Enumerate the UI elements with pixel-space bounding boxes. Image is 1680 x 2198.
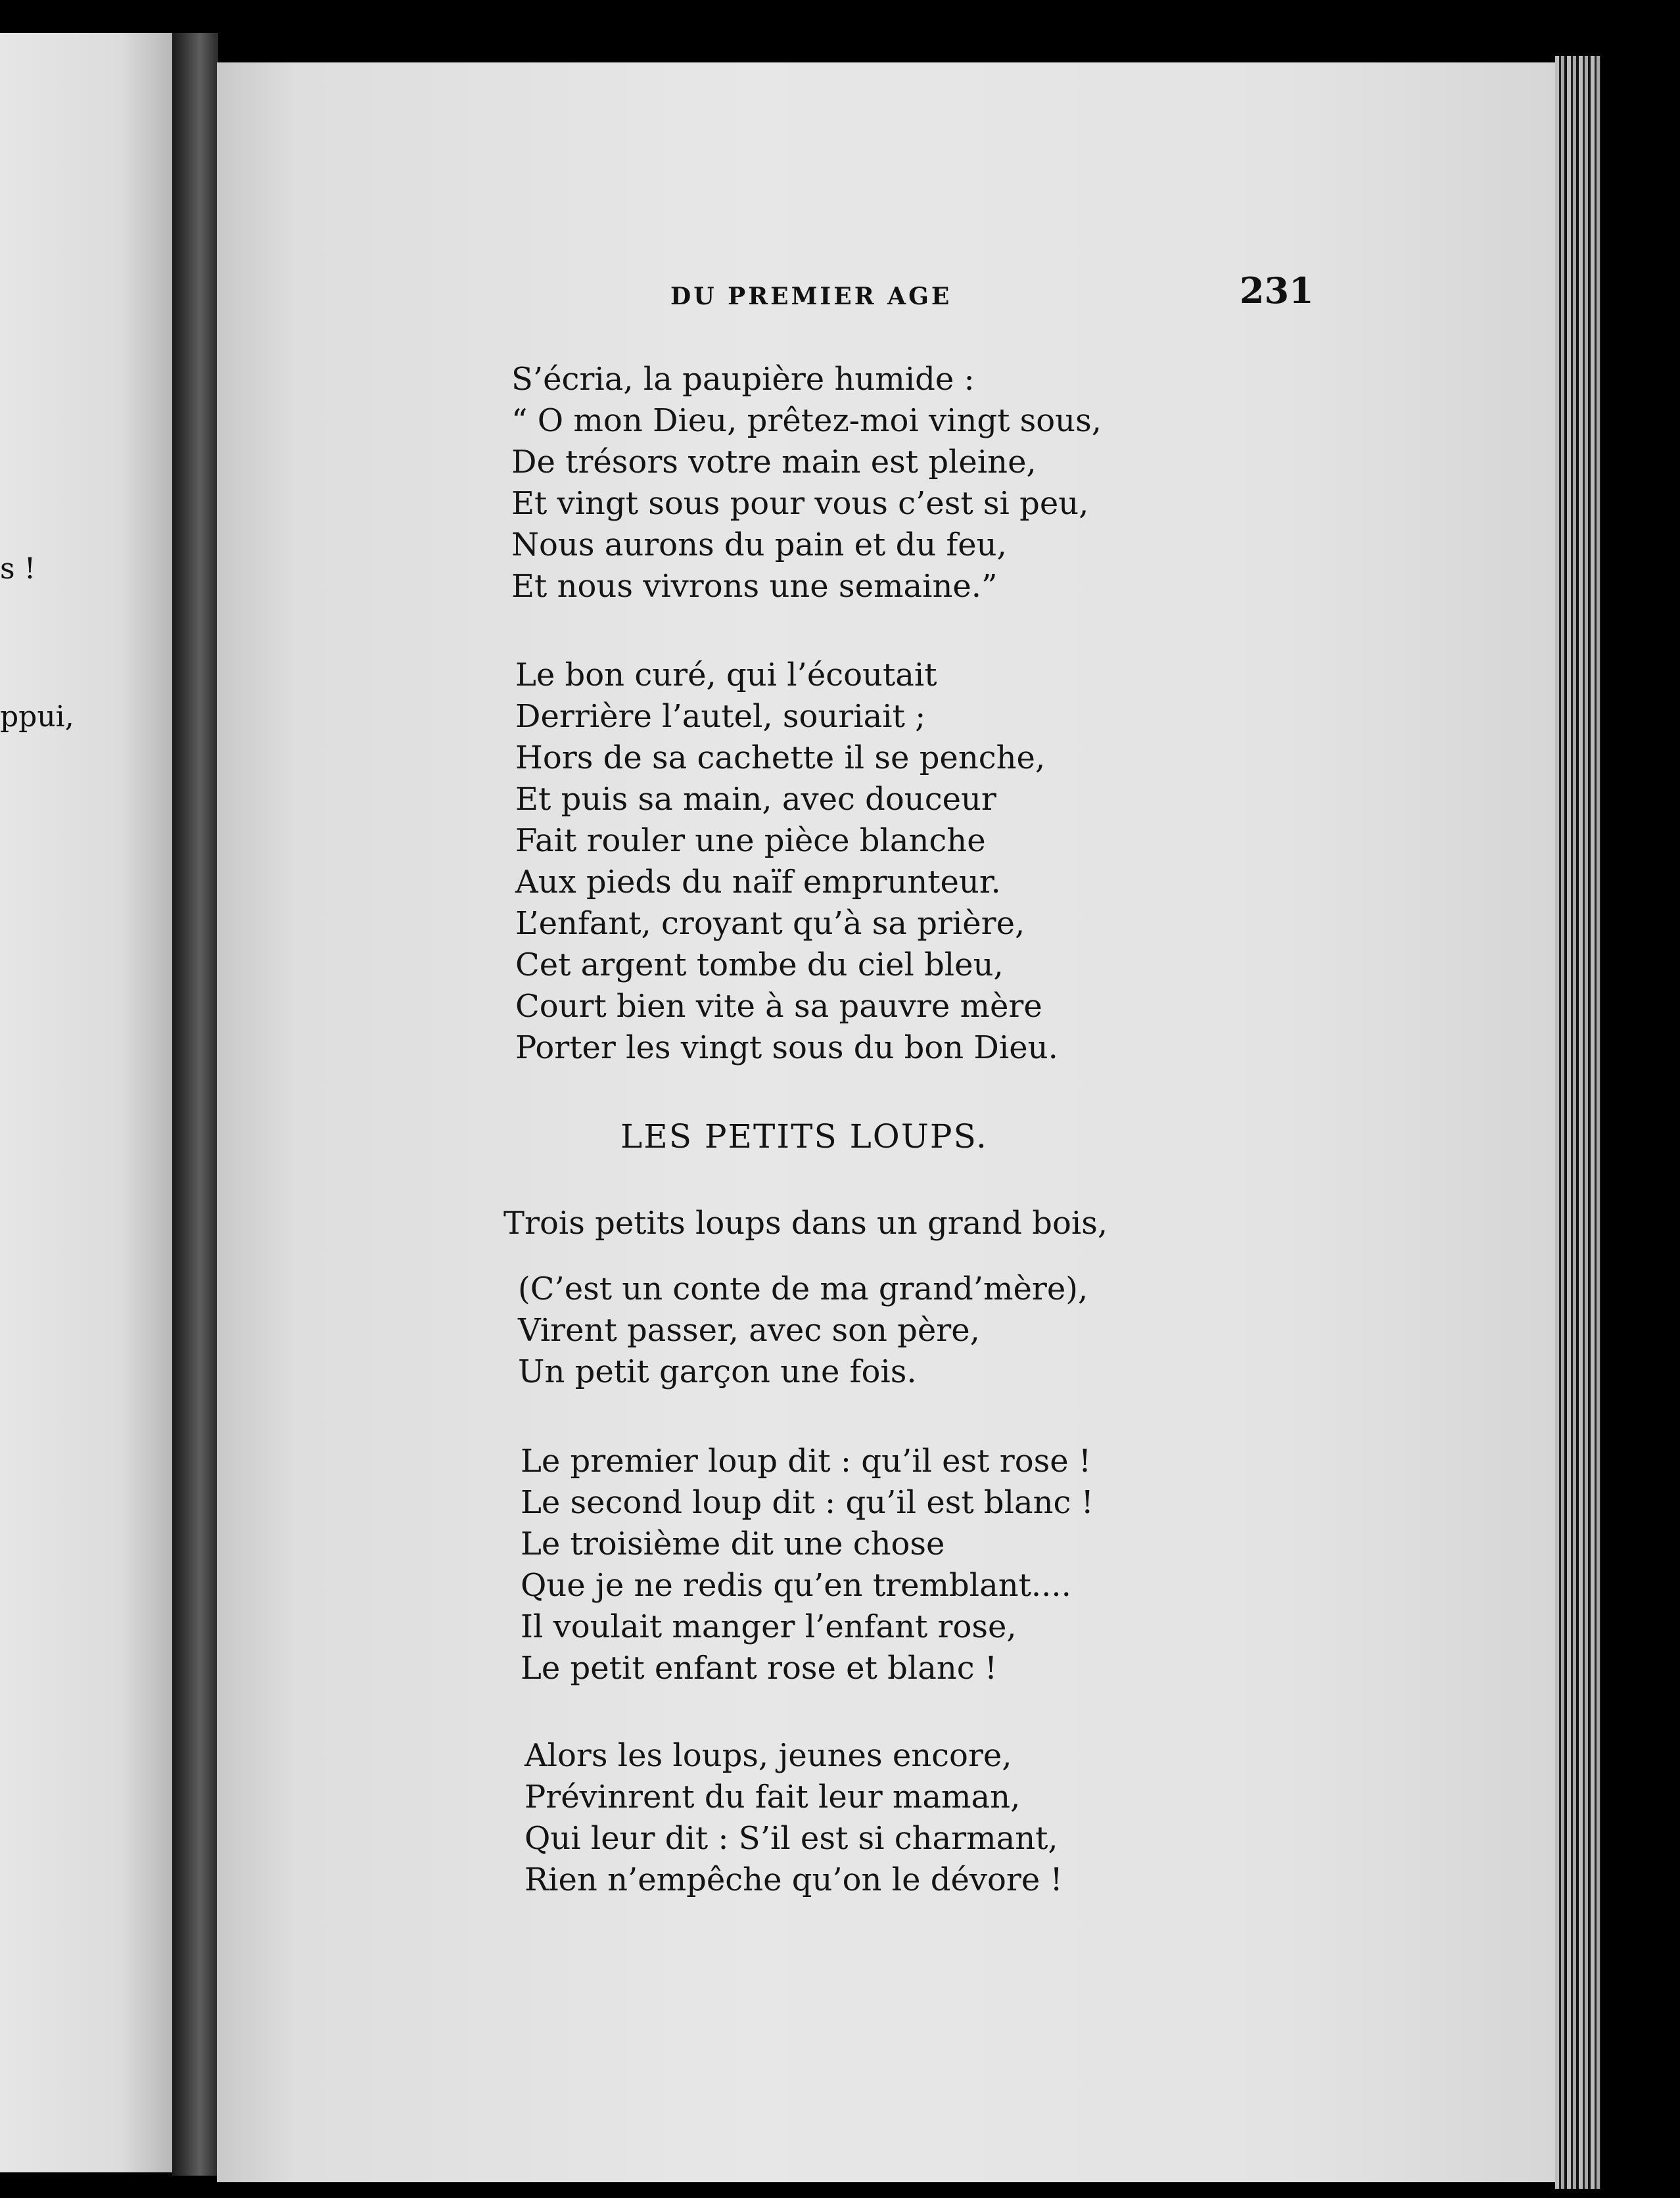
page-edges bbox=[1555, 56, 1601, 2189]
book-gutter bbox=[172, 33, 218, 2176]
verse-line: Alors les loups, jeunes encore, bbox=[525, 1737, 1012, 1774]
stanza bbox=[525, 1735, 1063, 1901]
verse-line: Derrière l’autel, souriait ; bbox=[515, 698, 926, 735]
stanza bbox=[511, 359, 1102, 607]
verse-line: Un petit garçon une fois. bbox=[518, 1353, 917, 1390]
verse-line: Fait rouler une pièce blanche bbox=[515, 822, 986, 859]
verse-line: Hors de sa cachette il se penche, bbox=[515, 739, 1046, 776]
verse-line: Le second loup dit : qu’il est blanc ! bbox=[521, 1484, 1094, 1521]
verse-line: Le petit enfant rose et blanc ! bbox=[521, 1650, 998, 1687]
verse-line: L’enfant, croyant qu’à sa prière, bbox=[515, 905, 1025, 942]
verse-line: De trésors votre main est pleine, bbox=[511, 444, 1037, 480]
left-page-text-fragment: s ! bbox=[0, 552, 36, 586]
verse-line: Le bon curé, qui l’écoutait bbox=[515, 657, 937, 693]
verse-line: Rien n’empêche qu’on le dévore ! bbox=[525, 1861, 1063, 1898]
verse-line: Le premier loup dit : qu’il est rose ! bbox=[521, 1443, 1092, 1480]
verse-line: (C’est un conte de ma grand’mère), bbox=[518, 1271, 1088, 1307]
verse-line: Que je ne redis qu’en tremblant.... bbox=[521, 1567, 1071, 1604]
stanza bbox=[515, 655, 1058, 1069]
stanza bbox=[503, 1203, 1108, 1244]
previous-page-fragment bbox=[0, 33, 172, 2172]
verse-line: Prévinrent du fait leur maman, bbox=[525, 1779, 1021, 1815]
poem-title: LES PETITS LOUPS. bbox=[620, 1117, 988, 1156]
verse-line: Cet argent tombe du ciel bleu, bbox=[515, 947, 1004, 983]
left-page-text-fragment: ppui, bbox=[0, 700, 74, 734]
verse-line: Qui leur dit : S’il est si charmant, bbox=[525, 1820, 1058, 1857]
verse-line: Trois petits loups dans un grand bois, bbox=[503, 1205, 1108, 1242]
verse-line: Le troisième dit une chose bbox=[521, 1526, 945, 1562]
page-number: 231 bbox=[1240, 269, 1314, 312]
verse-line: Court bien vite à sa pauvre mère bbox=[515, 988, 1042, 1025]
verse-line: Et puis sa main, avec douceur bbox=[515, 781, 996, 818]
verse-line: Et nous vivrons une semaine.” bbox=[511, 568, 998, 605]
verse-line: Il voulait manger l’enfant rose, bbox=[521, 1608, 1017, 1645]
verse-line: Et vingt sous pour vous c’est si peu, bbox=[511, 485, 1089, 522]
verse-line: Aux pieds du naïf emprunteur. bbox=[515, 864, 1001, 900]
verse-line: Virent passer, avec son père, bbox=[518, 1312, 980, 1349]
verse-line: Porter les vingt sous du bon Dieu. bbox=[515, 1029, 1058, 1066]
verse-line: “ O mon Dieu, prêtez-moi vingt sous, bbox=[511, 402, 1102, 439]
running-head: DU PREMIER AGE bbox=[670, 283, 952, 310]
stanza bbox=[521, 1441, 1094, 1689]
verse-line: Nous aurons du pain et du feu, bbox=[511, 526, 1007, 563]
stanza bbox=[518, 1269, 1088, 1393]
verse-line: S’écria, la paupière humide : bbox=[511, 361, 975, 398]
